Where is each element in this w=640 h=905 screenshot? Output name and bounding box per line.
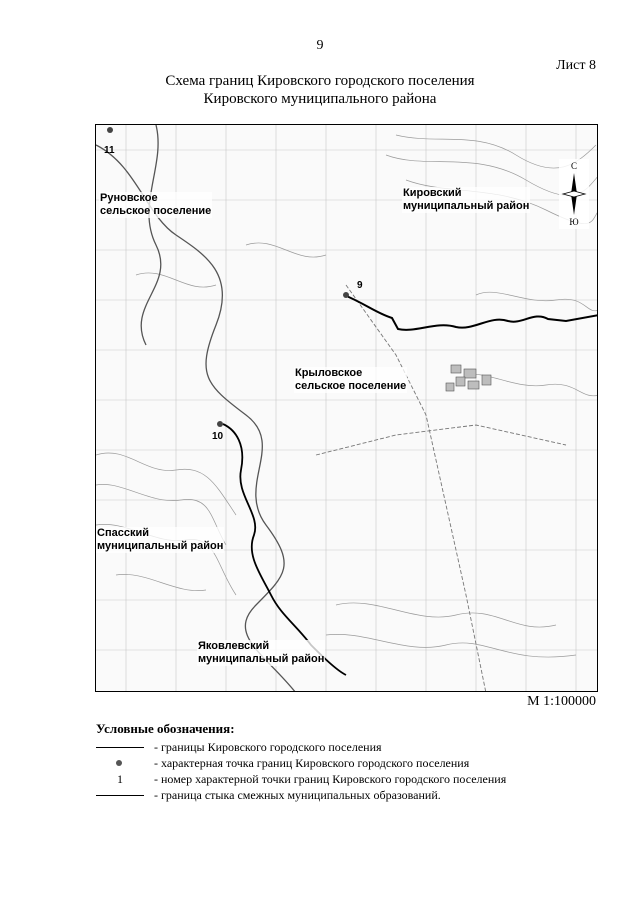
point-number-symbol: 1 — [117, 772, 123, 786]
label-runovskoe: Руновское сельское поселение — [100, 192, 212, 217]
compass-rose — [559, 159, 589, 229]
point-label-10: 10 — [212, 431, 224, 442]
legend-item-junction: - граница стыка смежных муниципальных образований. — [96, 787, 235, 803]
document-title — [0, 72, 640, 108]
compass-south: Ю — [569, 217, 579, 227]
municipal-border-south — [223, 424, 346, 675]
label-spassky: Спасский муниципальный район — [97, 527, 224, 552]
topographic-map — [95, 124, 598, 692]
legend-title: Условные обозначения: — [96, 721, 235, 736]
legend-item-point: - характерная точка границ Кировского городского поселения — [96, 755, 235, 771]
junction-line-icon — [96, 795, 144, 796]
point-label-11: 11 — [104, 145, 115, 156]
legend — [96, 721, 507, 803]
boundary-line-icon — [96, 747, 144, 748]
label-yakovlevsky: Яковлевский муниципальный район — [198, 640, 325, 665]
title-line-2: Кировского муниципального района — [203, 91, 437, 107]
page-number: 9 — [316, 38, 324, 53]
sheet-label: Лист 8 — [556, 58, 596, 73]
label-krylovskoe: Крыловское сельское поселение — [295, 367, 407, 392]
legend-item-point-number: 1 - номер характерной точки границ Кировского городского поселения — [96, 771, 235, 787]
point-label-9: 9 — [357, 280, 363, 291]
point-dot-icon — [116, 760, 122, 766]
boundary-point-9 — [343, 292, 349, 298]
settlement-kirovsky — [446, 365, 491, 391]
label-kirovsky: Кировский муниципальный район — [403, 187, 530, 212]
boundary-point-10 — [217, 421, 223, 427]
compass-north: С — [570, 161, 577, 171]
title-line-1: Схема границ Кировского городского поселения — [165, 73, 475, 89]
legend-item-boundary: - границы Кировского городского поселения — [96, 739, 235, 755]
map-scale: М 1:100000 — [527, 694, 596, 709]
boundary-point-11 — [107, 127, 113, 133]
road-lines — [316, 285, 566, 692]
